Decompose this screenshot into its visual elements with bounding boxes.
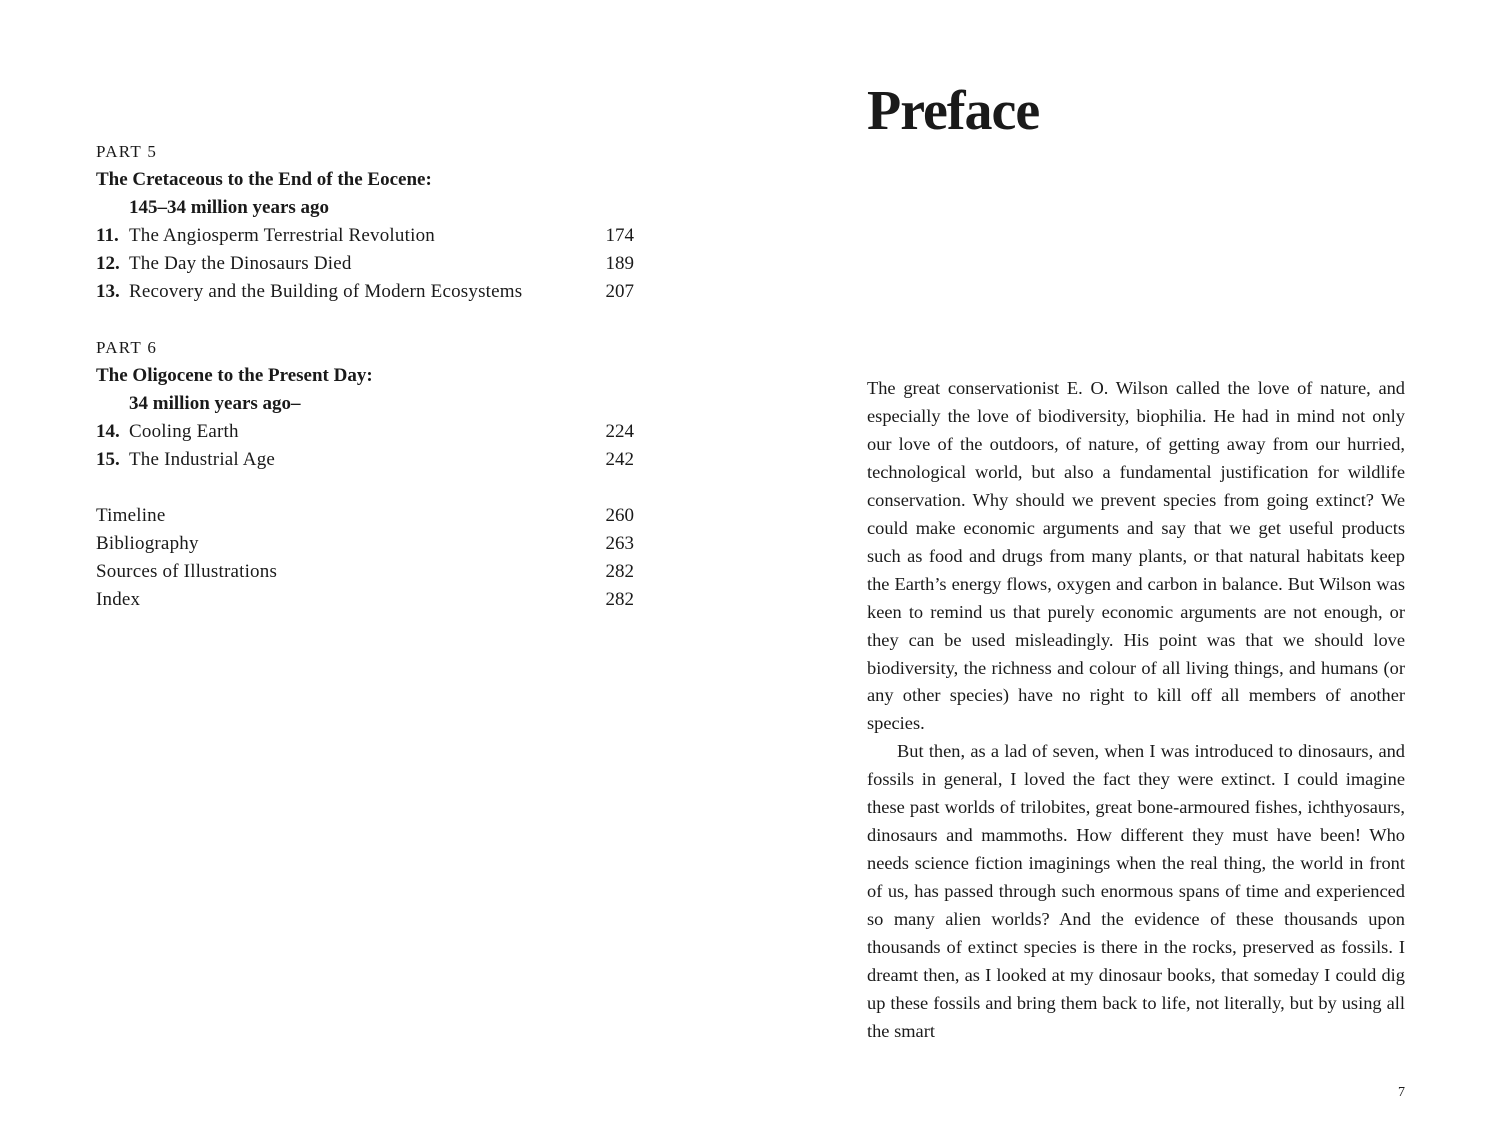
chapter-number: 15. [96, 449, 120, 470]
preface-body [867, 375, 1405, 1046]
back-matter-page: 263 [605, 533, 634, 554]
back-matter-page: 282 [605, 589, 634, 610]
toc-entry[interactable] [96, 418, 634, 446]
back-matter-title: Timeline [96, 505, 166, 526]
part-title: The Cretaceous to the End of the Eocene: [96, 169, 432, 190]
chapter-title: Recovery and the Building of Modern Ecosystems [129, 281, 523, 302]
chapter-number: 13. [96, 281, 120, 302]
back-matter-title: Index [96, 589, 141, 610]
back-matter-title: Bibliography [96, 533, 199, 554]
toc-part-6 [96, 334, 634, 474]
chapter-page: 207 [605, 281, 634, 302]
chapter-page: 242 [605, 449, 634, 470]
chapter-number: 12. [96, 253, 120, 274]
chapter-page: 174 [605, 225, 634, 246]
toc-entry[interactable] [96, 586, 634, 614]
page-title: Preface [867, 80, 1040, 142]
chapter-title: The Day the Dinosaurs Died [129, 253, 352, 274]
table-of-contents [96, 138, 634, 614]
back-matter-page: 282 [605, 561, 634, 582]
toc-entry[interactable] [96, 558, 634, 586]
chapter-number: 11. [96, 225, 119, 246]
page-number: 7 [1398, 1085, 1405, 1100]
toc-entry[interactable] [96, 446, 634, 474]
back-matter-page: 260 [605, 505, 634, 526]
chapter-number: 14. [96, 421, 120, 442]
part-years: 34 million years ago– [129, 393, 301, 414]
part-label: PART 6 [96, 338, 158, 357]
chapter-page: 224 [605, 421, 634, 442]
part-years: 145–34 million years ago [129, 197, 330, 218]
part-title: The Oligocene to the Present Day: [96, 365, 373, 386]
toc-entry[interactable] [96, 530, 634, 558]
part-label: PART 5 [96, 142, 158, 161]
toc-back-matter [96, 502, 634, 614]
toc-entry[interactable] [96, 502, 634, 530]
toc-entry[interactable] [96, 222, 634, 250]
chapter-title: Cooling Earth [129, 421, 239, 442]
paragraph: But then, as a lad of seven, when I was introduced to dinosaurs, and fossils in general, I loved the fact they were extinct. I could imagine these past worlds of trilobites, great bone-armoured fishes, ichthyosaurs, dinosaurs and mammoths. How different they must have been! Who needs science fiction imaginings when the real thing, the world in front of us, has passed through such enormous spans of time and experienced so many alien worlds? And the evidence of these thousands upon thousands of extinct species is there in the rocks, preserved as fossils. I dreamt then, as I looked at my dinosaur books, that someday I could dig up these fossils and bring them back to life, not literally, but by using all the smart [867, 741, 1405, 1041]
chapter-page: 189 [605, 253, 634, 274]
back-matter-title: Sources of Illustrations [96, 561, 278, 582]
toc-entry[interactable] [96, 250, 634, 278]
toc-part-5 [96, 138, 634, 306]
chapter-title: The Industrial Age [129, 449, 276, 470]
chapter-title: The Angiosperm Terrestrial Revolution [129, 225, 435, 246]
paragraph: The great conservationist E. O. Wilson called the love of nature, and especially the love of biodiversity, biophilia. He had in mind not only our love of the outdoors, of nature, of getting away from our hurried, technological world, but also a fundamental justification for wildlife conservation. Why should we prevent species from going extinct? We could make economic arguments and say that we get useful products such as food and drugs from many plants, or that natural habitats keep the Earth’s energy flows, oxygen and carbon in balance. But Wilson was keen to remind us that purely economic arguments are not enough, or they can be used misleadingly. His point was that we should love biodiversity, the richness and colour of all living things, and humans (or any other species) have no right to kill off all members of another species. [867, 378, 1405, 734]
toc-entry[interactable] [96, 278, 634, 306]
